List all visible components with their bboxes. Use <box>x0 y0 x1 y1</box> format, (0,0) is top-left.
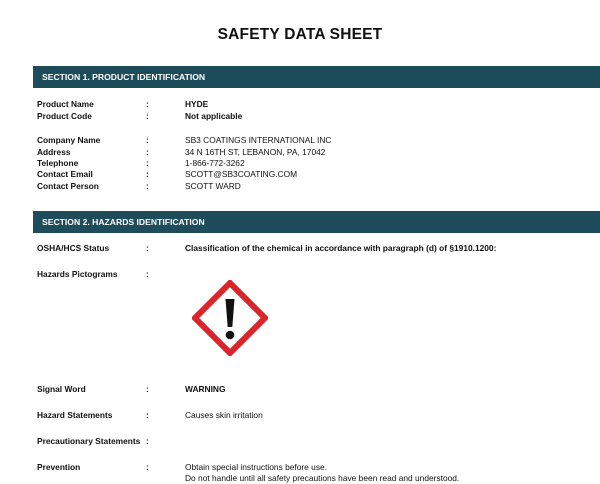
field-value: SB3 COATINGS INTERNATIONAL INC <box>185 135 332 145</box>
field-colon: : <box>146 135 149 145</box>
field-label: Address <box>37 147 71 157</box>
field-colon: : <box>146 269 149 279</box>
field-colon: : <box>146 158 149 168</box>
section-1-header: SECTION 1. PRODUCT IDENTIFICATION <box>33 66 600 88</box>
precautionary-row <box>0 435 600 447</box>
field-colon: : <box>146 181 149 191</box>
field-row <box>0 168 600 180</box>
prevention-line: Obtain special instructions before use. <box>185 462 327 472</box>
field-row <box>0 110 600 122</box>
field-label: Telephone <box>37 158 79 168</box>
field-row <box>0 180 600 192</box>
field-colon: : <box>146 410 149 420</box>
field-value: HYDE <box>185 99 209 109</box>
pictograms-label: Hazards Pictograms <box>37 269 118 279</box>
field-colon: : <box>146 384 149 394</box>
pictograms-row <box>0 268 600 280</box>
hazard-statements-value: Causes skin irritation <box>185 410 263 420</box>
field-value: 34 N 16TH ST, LEBANON, PA, 17042 <box>185 147 326 157</box>
field-colon: : <box>146 99 149 109</box>
field-colon: : <box>146 243 149 253</box>
precautionary-label: Precautionary Statements <box>37 436 141 446</box>
field-colon: : <box>146 147 149 157</box>
field-value: 1-866-772-3262 <box>185 158 245 168</box>
osha-value: Classification of the chemical in accordance with paragraph (d) of §1910.1200: <box>185 243 497 253</box>
field-label: Product Code <box>37 111 92 121</box>
hazard-statements-label: Hazard Statements <box>37 410 113 420</box>
prevention-line: Do not handle until all safety precautions have been read and understood. <box>185 473 460 483</box>
field-colon: : <box>146 436 149 446</box>
field-label: Company Name <box>37 135 101 145</box>
field-value: SCOTT WARD <box>185 181 241 191</box>
exclamation-mark-pictogram-icon <box>192 280 268 356</box>
field-row <box>0 98 600 110</box>
field-colon: : <box>146 111 149 121</box>
field-value: Not applicable <box>185 111 243 121</box>
signal-word-row <box>0 383 600 395</box>
signal-word-label: Signal Word <box>37 384 86 394</box>
field-label: Contact Email <box>37 169 93 179</box>
field-label: Product Name <box>37 99 94 109</box>
osha-row <box>0 242 600 254</box>
hazard-statements-row <box>0 409 600 421</box>
section-2-header: SECTION 2. HAZARDS IDENTIFICATION <box>33 211 600 233</box>
field-colon: : <box>146 462 149 472</box>
field-colon: : <box>146 169 149 179</box>
prevention-row-continued <box>0 472 600 484</box>
field-row <box>0 134 600 146</box>
signal-word-value: WARNING <box>185 384 226 394</box>
field-value: SCOTT@SB3COATING.COM <box>185 169 298 179</box>
field-label: Contact Person <box>37 181 99 191</box>
prevention-label: Prevention <box>37 462 81 472</box>
page-title: SAFETY DATA SHEET <box>217 26 383 43</box>
osha-label: OSHA/HCS Status <box>37 243 110 253</box>
